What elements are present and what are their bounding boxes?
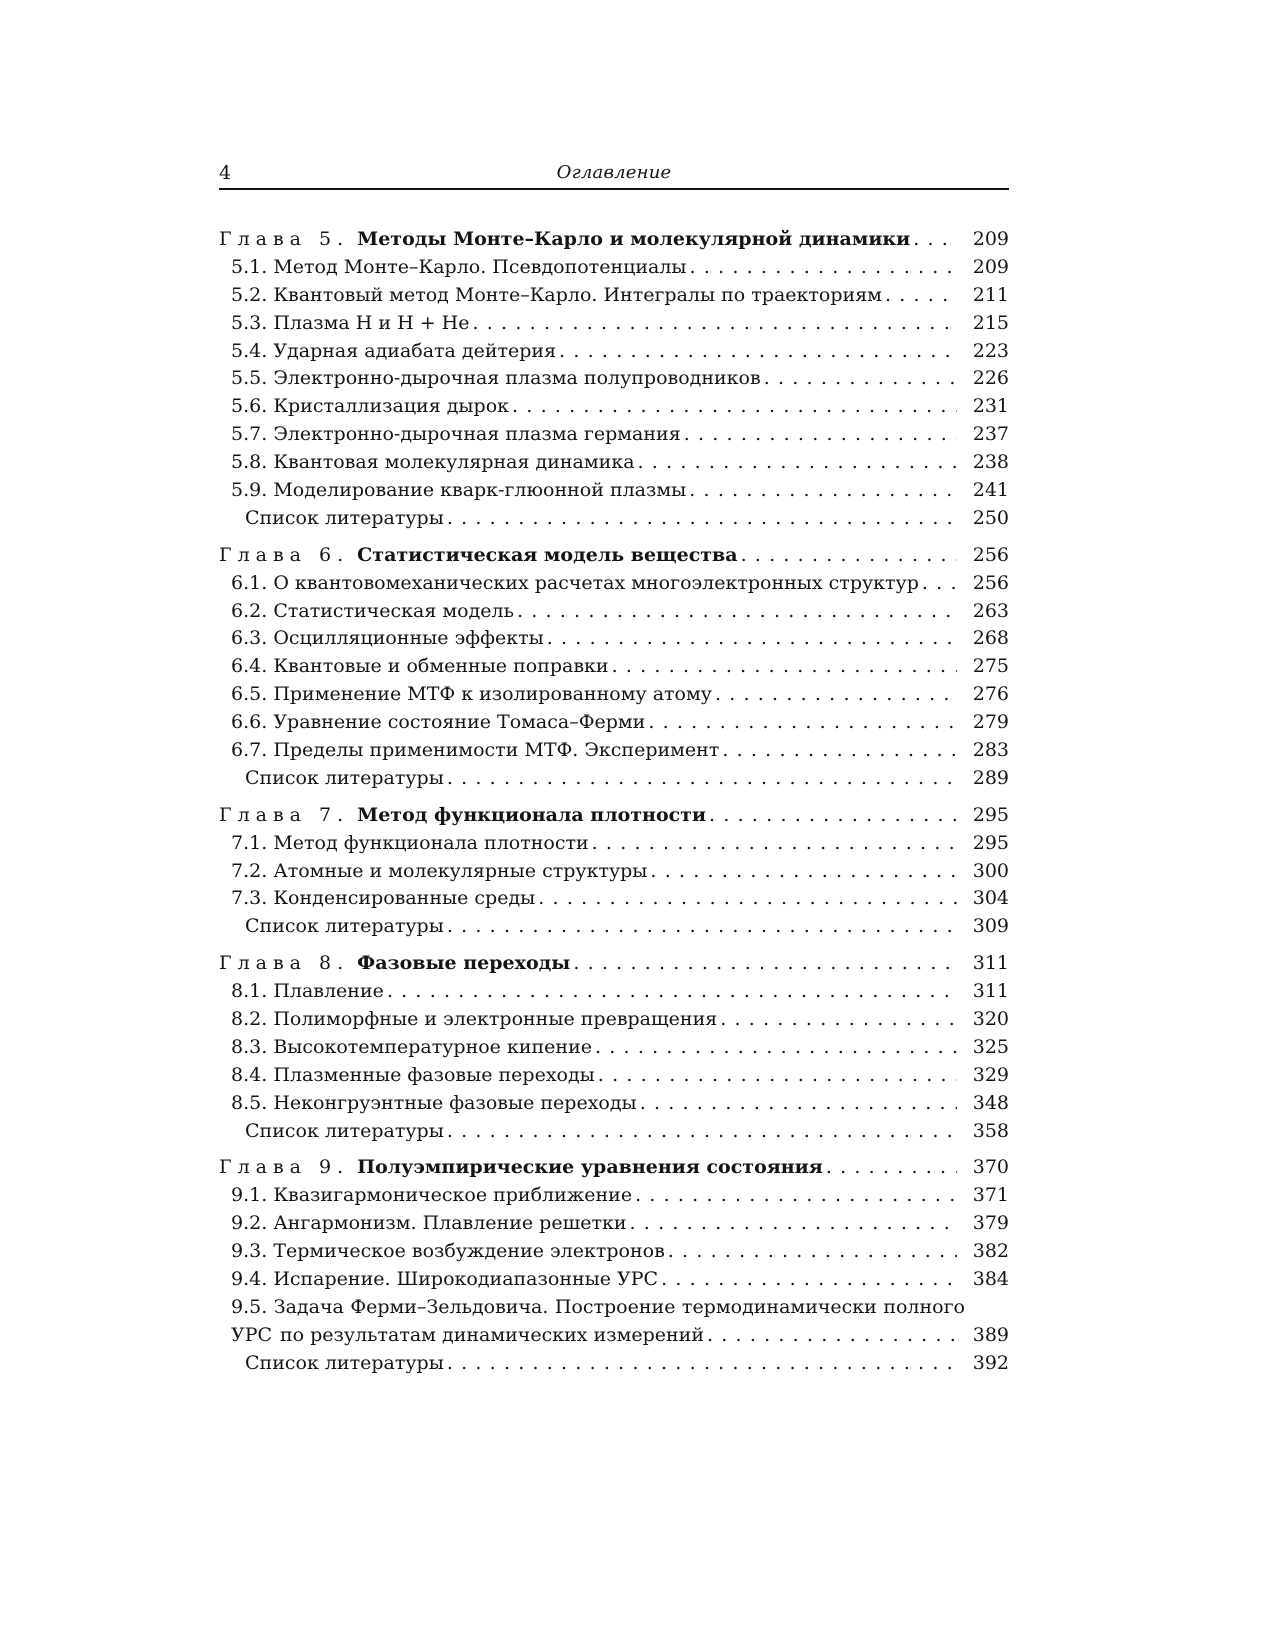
literature-title: Список литературы xyxy=(245,1351,444,1374)
section-number: 9.5. xyxy=(231,1295,268,1318)
page-ref: 392 xyxy=(972,1351,1009,1374)
chapter-label: Глава 6. xyxy=(219,543,350,566)
page-number: 4 xyxy=(219,162,232,184)
toc-section[interactable] xyxy=(219,978,1009,1006)
section-number: 5.1. xyxy=(231,255,268,278)
page-ref: 370 xyxy=(972,1156,1009,1179)
dot-leader xyxy=(447,1350,957,1378)
dot-leader xyxy=(559,338,957,366)
dot-leader xyxy=(689,477,957,505)
section-number: 7.1. xyxy=(231,831,268,854)
page-ref: 238 xyxy=(972,451,1009,474)
dot-leader xyxy=(650,858,957,886)
table-of-contents xyxy=(219,226,1009,1387)
chapter-title: Метод функционала плотности xyxy=(357,803,707,826)
section-title: Электронно-дырочная плазма германия xyxy=(273,423,681,446)
page-ref: 311 xyxy=(972,952,1009,975)
dot-leader xyxy=(592,830,957,858)
section-title: Квантовый метод Монте–Карло. Интегралы по траекториям xyxy=(273,283,882,306)
dot-leader xyxy=(447,765,957,793)
running-header xyxy=(219,162,1009,190)
dot-leader xyxy=(913,226,957,254)
page-ref: 237 xyxy=(972,423,1009,446)
dot-leader xyxy=(764,365,957,393)
toc-literature[interactable] xyxy=(219,765,1009,793)
page-ref: 211 xyxy=(972,283,1009,306)
toc-section[interactable] xyxy=(219,885,1009,913)
page-ref: 348 xyxy=(972,1091,1009,1114)
section-title: Квантовая молекулярная динамика xyxy=(273,451,635,474)
dot-leader xyxy=(447,1118,957,1146)
page-ref: 275 xyxy=(972,655,1009,678)
section-number: 5.2. xyxy=(231,283,268,306)
page-ref: 379 xyxy=(972,1212,1009,1235)
literature-title: Список литературы xyxy=(245,766,444,789)
toc-section[interactable] xyxy=(219,365,1009,393)
section-title: Термическое возбуждение электронов xyxy=(273,1240,665,1263)
page-ref: 209 xyxy=(972,227,1009,250)
toc-section[interactable] xyxy=(219,338,1009,366)
toc-section[interactable] xyxy=(219,1238,1009,1266)
page-ref: 215 xyxy=(972,311,1009,334)
page-ref: 250 xyxy=(972,506,1009,529)
section-title: Уравнение состояние Томаса–Ферми xyxy=(273,711,646,734)
chapter-title: Методы Монте–Карло и молекулярной динамики xyxy=(357,227,911,250)
section-title: Квазигармоническое приближение xyxy=(273,1184,633,1207)
page-ref: 209 xyxy=(972,255,1009,278)
chapter-label: Глава 8. xyxy=(219,952,350,975)
dot-leader xyxy=(826,1154,957,1182)
section-number: 6.7. xyxy=(231,739,268,762)
chapter-heading[interactable] xyxy=(219,1155,1009,1183)
section-number: 6.4. xyxy=(231,655,268,678)
toc-section[interactable] xyxy=(219,1266,1009,1294)
chapter-8 xyxy=(219,950,1009,1145)
dot-leader xyxy=(472,310,957,338)
page-ref: 389 xyxy=(972,1323,1009,1346)
dot-leader xyxy=(690,254,957,282)
page-ref: 382 xyxy=(972,1240,1009,1263)
section-number: 9.3. xyxy=(231,1240,268,1263)
page-ref: 256 xyxy=(972,543,1009,566)
section-number: 8.2. xyxy=(231,1008,268,1031)
page-ref: 384 xyxy=(972,1268,1009,1291)
dot-leader xyxy=(598,1062,957,1090)
toc-section[interactable] xyxy=(219,830,1009,858)
section-number: 5.6. xyxy=(231,395,268,418)
chapter-6 xyxy=(219,542,1009,793)
dot-leader xyxy=(668,1238,957,1266)
section-number: 5.7. xyxy=(231,423,268,446)
section-number: 6.6. xyxy=(231,711,268,734)
chapter-9 xyxy=(219,1155,1009,1378)
dot-leader xyxy=(720,1006,957,1034)
section-number: 9.1. xyxy=(231,1184,268,1207)
page-ref: 241 xyxy=(972,479,1009,501)
chapter-heading[interactable] xyxy=(219,542,1009,570)
dot-leader xyxy=(512,393,957,421)
page-ref: 231 xyxy=(972,395,1009,418)
page-ref: 300 xyxy=(972,859,1009,882)
section-number: 9.2. xyxy=(231,1212,268,1235)
dot-leader xyxy=(638,449,957,477)
section-number: 5.3. xyxy=(231,311,268,334)
toc-section[interactable] xyxy=(219,1182,1009,1210)
dot-leader xyxy=(517,598,957,626)
section-number: 5.8. xyxy=(231,451,268,474)
page-ref: 309 xyxy=(972,915,1009,938)
literature-title: Список литературы xyxy=(245,506,444,529)
toc-section[interactable] xyxy=(219,1006,1009,1034)
section-title: Высокотемпературное кипение xyxy=(273,1035,592,1058)
dot-leader xyxy=(648,709,957,737)
toc-section[interactable] xyxy=(219,282,1009,310)
toc-section[interactable] xyxy=(219,477,1009,505)
section-title-continued: по результатам динамических измерений xyxy=(280,1323,704,1346)
section-title: Осцилляционные эффекты xyxy=(273,627,544,650)
toc-section[interactable] xyxy=(219,598,1009,626)
dot-leader xyxy=(612,653,957,681)
chapter-heading[interactable] xyxy=(219,802,1009,830)
dot-leader xyxy=(447,505,957,533)
section-title: Неконгруэнтные фазовые переходы xyxy=(273,1091,637,1114)
toc-section[interactable] xyxy=(219,570,1009,598)
page-ref: 256 xyxy=(972,571,1009,594)
section-number: 7.3. xyxy=(231,887,268,910)
section-title: Плавление xyxy=(273,980,384,1003)
toc-literature[interactable] xyxy=(219,913,1009,941)
toc-literature[interactable] xyxy=(219,505,1009,533)
page-ref: 320 xyxy=(972,1008,1009,1031)
page-ref: 311 xyxy=(972,980,1009,1003)
page-ref: 329 xyxy=(972,1063,1009,1086)
page-ref: 283 xyxy=(972,739,1009,762)
dot-leader xyxy=(922,570,957,598)
dot-leader xyxy=(684,421,957,449)
section-title: Электронно-дырочная плазма полупроводников xyxy=(273,367,761,390)
toc-section[interactable] xyxy=(219,625,1009,653)
section-title: Кристаллизация дырок xyxy=(273,395,510,418)
section-title: Метод функционала плотности xyxy=(273,831,589,854)
toc-literature[interactable] xyxy=(219,1350,1009,1378)
section-number: 5.9. xyxy=(231,479,268,501)
section-title: Плазма H и H + He xyxy=(273,311,470,334)
section-title: Ангармонизм. Плавление решетки xyxy=(273,1212,627,1235)
section-number: 6.5. xyxy=(231,683,268,706)
toc-section[interactable] xyxy=(219,254,1009,282)
page-ref: 289 xyxy=(972,766,1009,789)
section-title: Плазменные фазовые переходы xyxy=(273,1063,595,1086)
toc-section[interactable] xyxy=(219,1062,1009,1090)
toc-section[interactable] xyxy=(219,681,1009,709)
page-ref: 358 xyxy=(972,1119,1009,1142)
page-ref: 371 xyxy=(972,1184,1009,1207)
toc-section[interactable] xyxy=(219,449,1009,477)
literature-title: Список литературы xyxy=(245,1119,444,1142)
section-number: 6.2. xyxy=(231,599,268,622)
section-title: Метод Монте–Карло. Псевдопотенциалы xyxy=(273,255,687,278)
chapter-label: Глава 9. xyxy=(219,1156,350,1179)
chapter-label: Глава 7. xyxy=(219,803,350,826)
section-number: 7.2. xyxy=(231,859,268,882)
page-ref: 263 xyxy=(972,599,1009,622)
page-ref: 226 xyxy=(972,367,1009,390)
dot-leader xyxy=(630,1210,957,1238)
page-ref: 325 xyxy=(972,1035,1009,1058)
dot-leader xyxy=(661,1266,957,1294)
chapter-heading[interactable] xyxy=(219,950,1009,978)
chapter-title: Полуэмпирические уравнения состояния xyxy=(357,1156,823,1179)
page-ref: 276 xyxy=(972,683,1009,706)
chapter-5 xyxy=(219,226,1009,533)
dot-leader xyxy=(573,950,957,978)
section-number: 5.5. xyxy=(231,367,268,390)
toc-section[interactable] xyxy=(219,1090,1009,1118)
page-ref: 295 xyxy=(972,803,1009,826)
page-ref: 295 xyxy=(972,831,1009,854)
dot-leader xyxy=(640,1090,957,1118)
toc-literature[interactable] xyxy=(219,1118,1009,1146)
chapter-7 xyxy=(219,802,1009,941)
section-number: 8.1. xyxy=(231,980,268,1003)
dot-leader xyxy=(547,625,957,653)
chapter-title: Фазовые переходы xyxy=(357,952,571,975)
toc-section[interactable] xyxy=(219,1210,1009,1238)
chapter-heading[interactable] xyxy=(219,226,1009,254)
section-number: 8.4. xyxy=(231,1063,268,1086)
chapter-title: Статистическая модель вещества xyxy=(357,543,738,566)
section-number: 6.1. xyxy=(231,571,268,594)
toc-section[interactable] xyxy=(219,393,1009,421)
toc-section[interactable] xyxy=(219,1294,1009,1350)
toc-section[interactable] xyxy=(219,310,1009,338)
dot-leader xyxy=(707,1322,957,1350)
section-title: Задача Ферми–Зельдовича. Построение термодинамически полного УРС xyxy=(231,1295,965,1346)
page-ref: 268 xyxy=(972,627,1009,650)
dot-leader xyxy=(538,885,957,913)
dot-leader xyxy=(709,802,957,830)
section-number: 6.3. xyxy=(231,627,268,650)
running-title: Оглавление xyxy=(556,162,672,183)
toc-section[interactable] xyxy=(219,709,1009,737)
toc-section[interactable] xyxy=(219,421,1009,449)
section-number: 8.3. xyxy=(231,1035,268,1058)
page-ref: 304 xyxy=(972,887,1009,910)
section-title: Атомные и молекулярные структуры xyxy=(273,859,648,882)
section-number: 5.4. xyxy=(231,339,268,362)
section-title: Конденсированные среды xyxy=(273,887,536,910)
dot-leader xyxy=(387,978,957,1006)
toc-section[interactable] xyxy=(219,1034,1009,1062)
section-title: О квантовомеханических расчетах многоэлектронных структур xyxy=(273,571,919,594)
section-title: Пределы применимости МТФ. Эксперимент xyxy=(273,739,720,762)
section-title: Испарение. Широкодиапазонные УРС xyxy=(273,1268,659,1291)
dot-leader xyxy=(635,1182,957,1210)
section-title: Ударная адиабата дейтерия xyxy=(273,339,557,362)
dot-leader xyxy=(741,542,957,570)
page-ref: 279 xyxy=(972,711,1009,734)
dot-leader xyxy=(715,681,957,709)
chapter-label: Глава 5. xyxy=(219,227,350,250)
toc-section[interactable] xyxy=(219,653,1009,681)
dot-leader xyxy=(722,737,957,765)
page-ref: 223 xyxy=(972,339,1009,362)
section-title: Применение МТФ к изолированному атому xyxy=(273,683,712,706)
section-title: Полиморфные и электронные превращения xyxy=(273,1008,718,1031)
toc-section[interactable] xyxy=(219,858,1009,886)
section-title: Статистическая модель xyxy=(273,599,514,622)
toc-section[interactable] xyxy=(219,737,1009,765)
dot-leader xyxy=(447,913,957,941)
literature-title: Список литературы xyxy=(245,915,444,938)
dot-leader xyxy=(885,282,957,310)
section-number: 8.5. xyxy=(231,1091,268,1114)
dot-leader xyxy=(595,1034,957,1062)
section-number: 9.4. xyxy=(231,1268,268,1291)
section-title: Моделирование кварк-глюонной плазмы xyxy=(273,479,687,501)
section-title: Квантовые и обменные поправки xyxy=(273,655,609,678)
